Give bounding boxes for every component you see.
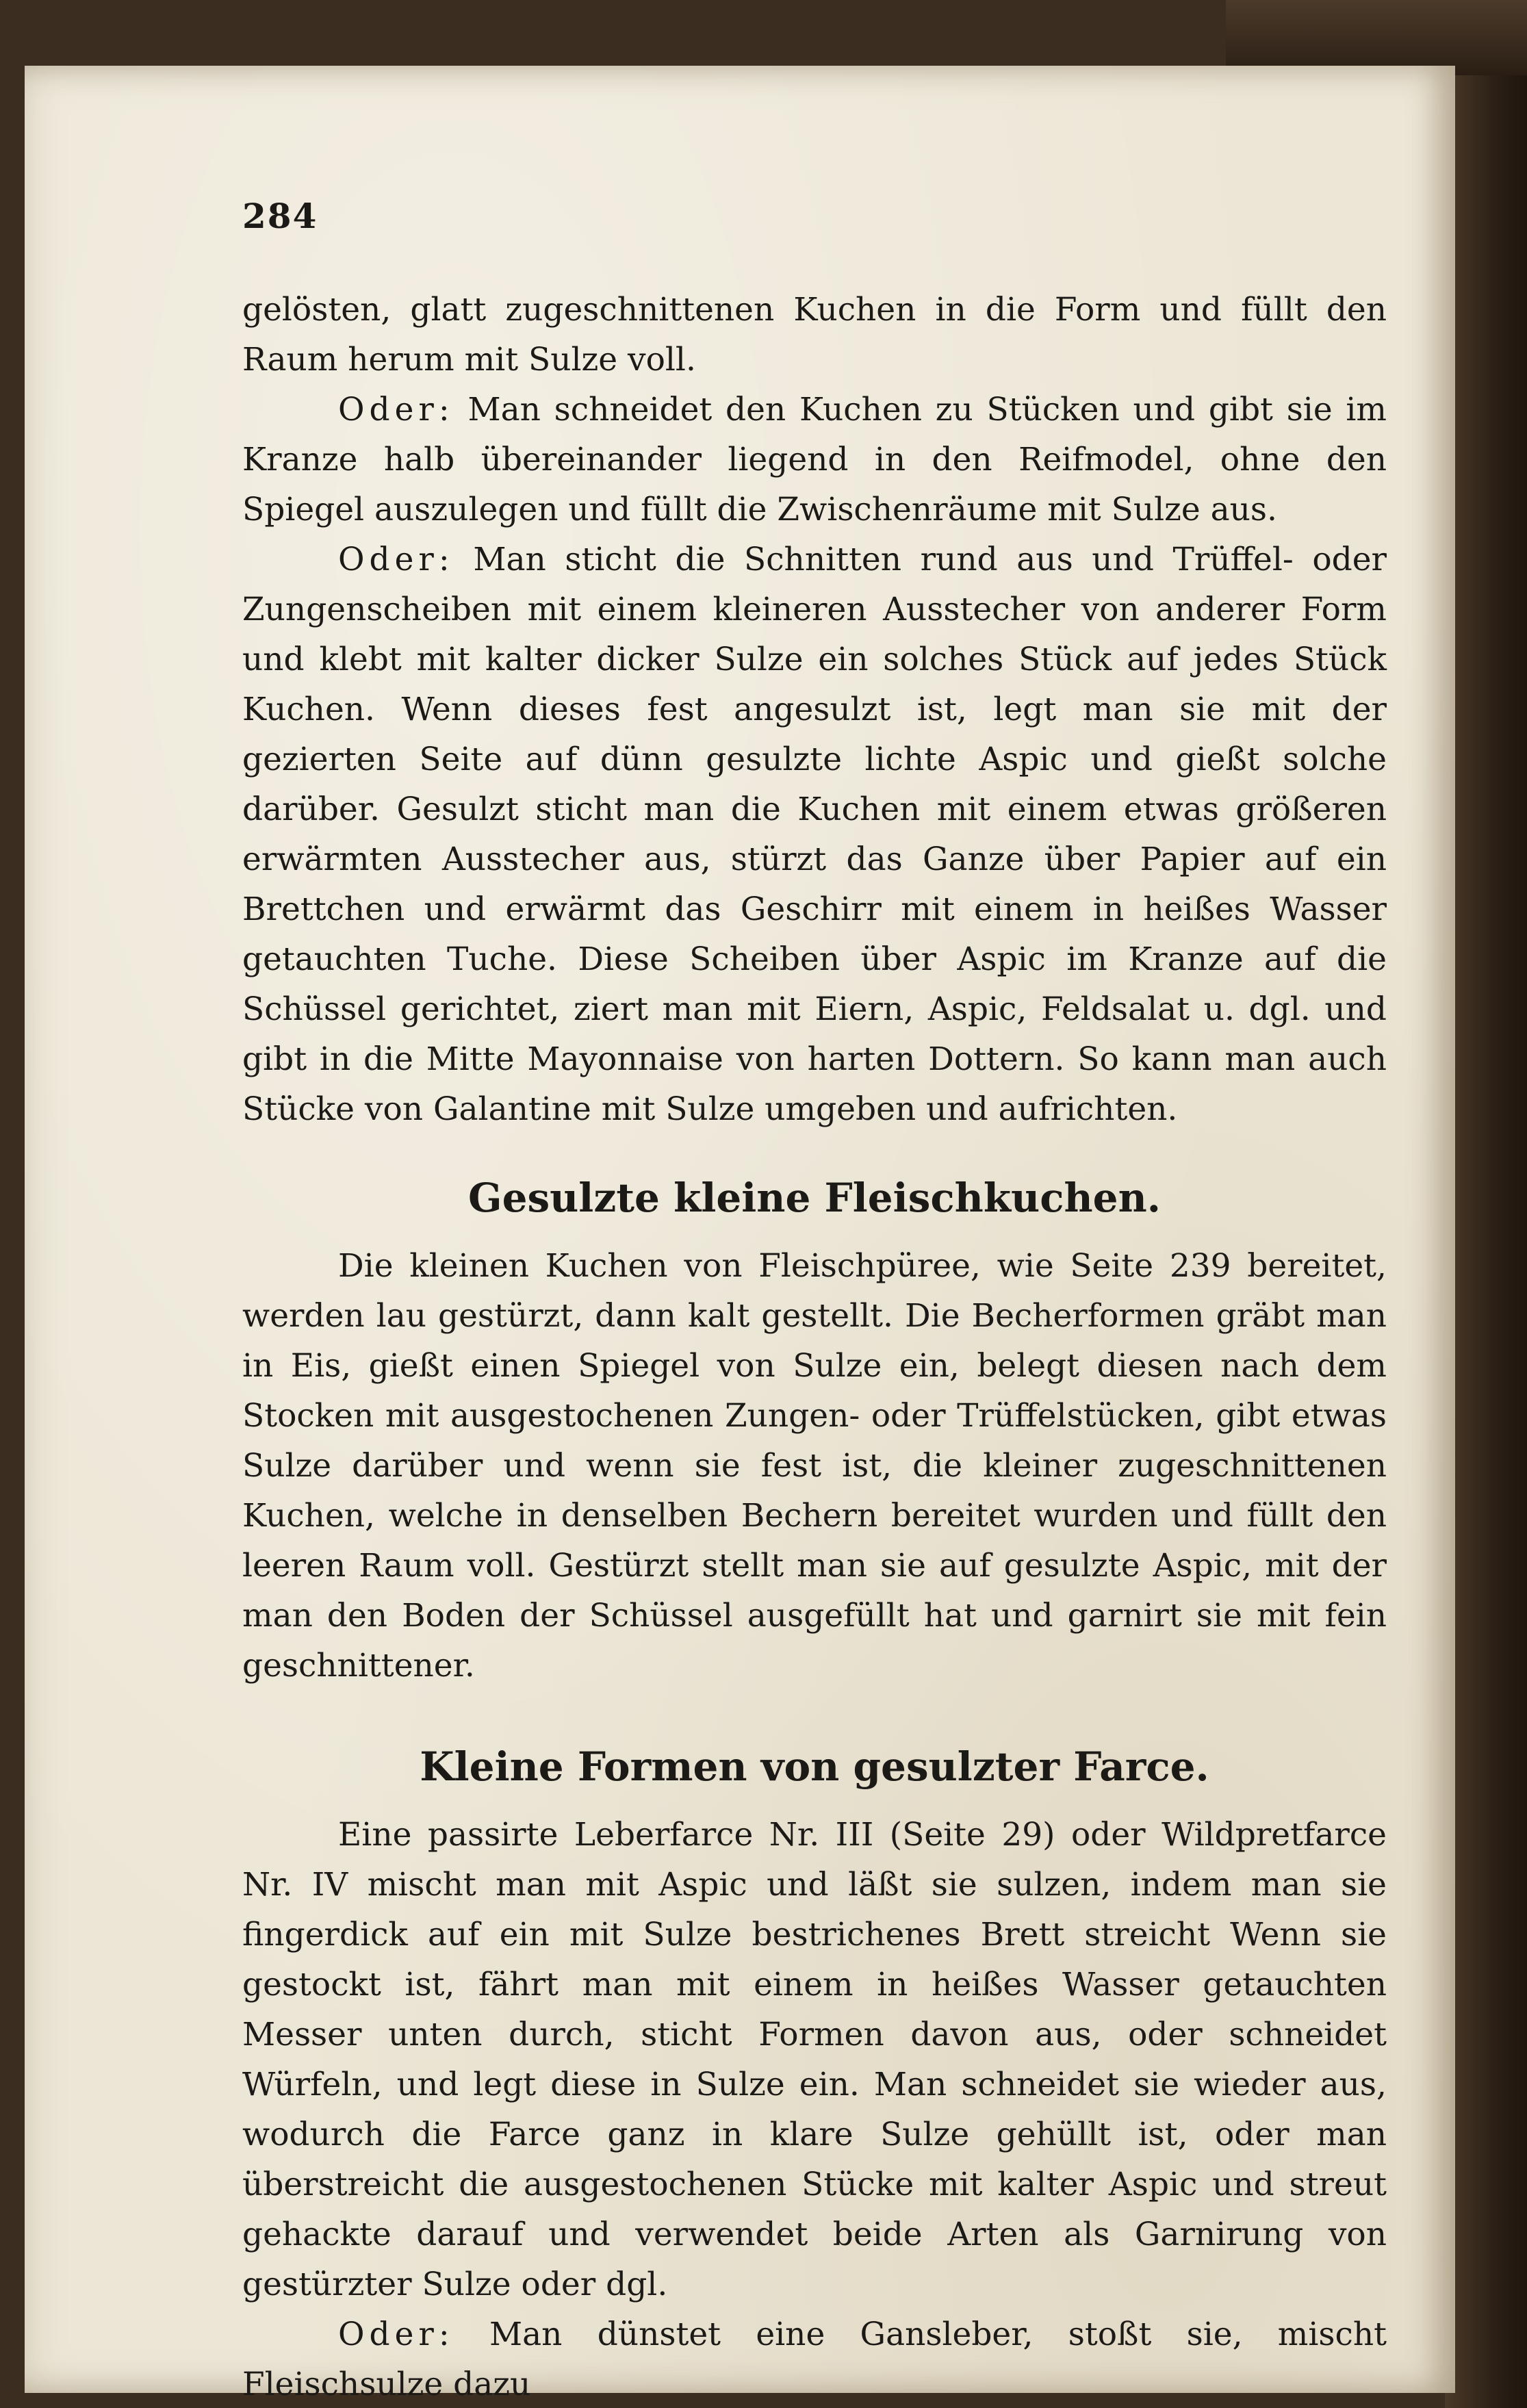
paragraph-lead: Oder: <box>338 2316 454 2353</box>
paragraph-body: Man dünstet eine Gansleber, stoßt sie, mischt Fleischsulze dazu <box>242 2316 1387 2403</box>
paragraph-fleischkuchen: Die kleinen Kuchen von Fleischpüree, wie Seite 239 bereitet, werden lau gestürzt, dann kalt gestellt. Die Becherformen gräbt man in Eis, gießt einen Spiegel von Sulze ein, belegt diesen nach dem Stocken mit ausgestochenen Zungen- oder Trüffelstücken, gibt etwas Sulze darüber und wenn sie fest ist, die kleiner zugeschnittenen Kuchen, welche in denselben Bechern bereitet wurden und füllt den leeren Raum voll. Gestürzt stellt man sie auf gesulzte Aspic, mit der man den Boden der Schüssel ausgefüllt hat und garnirt sie mit fein geschnittener. <box>242 1247 1387 1685</box>
page-paper <box>25 66 1455 2403</box>
page-text-area <box>242 196 1387 2408</box>
paragraph-farce: Eine passirte Leberfarce Nr. III (Seite 29) oder Wildpretfarce Nr. IV mischt man mit Aspic und läßt sie sulzen, indem man sie fingerdick auf ein mit Sulze bestrichenes Brett streicht Wenn sie gestockt ist, fährt man mit einem in heißes Wasser getauchten Messer unten durch, sticht Formen davon aus, oder schneidet Würfeln, und legt diese in Sulze ein. Man schneidet sie wieder aus, wodurch die Farce ganz in klare Sulze gehüllt ist, oder man überstreicht die ausgestochenen Stücke mit kalter Aspic und streut gehackte darauf und verwendet beide Arten als Garnirung von gestürzter Sulze oder dgl. <box>242 1816 1387 2303</box>
paragraph-oder-2 <box>242 535 1387 1134</box>
book-cover-edge <box>1445 0 1527 2408</box>
section-heading-farce: Kleine Formen von gesulzter Farce. <box>420 1743 1209 1790</box>
paragraph-body: Man sticht die Schnitten rund aus und Trüffel- oder Zungenscheiben mit einem kleineren Ausstecher von anderer Form und klebt mit kalter dicker Sulze ein solches Stück auf jedes Stück Kuchen. Wenn dieses fest angesulzt ist, legt man sie mit der gezierten Seite auf dünn gesulzte lichte Aspic und gießt solche darüber. Gesulzt sticht man die Kuchen mit einem etwas größeren erwärmten Ausstecher aus, stürzt das Ganze über Papier auf ein Brettchen und erwärmt das Geschirr mit einem in heißes Wasser getauchten Tuche. Diese Scheiben über Aspic im Kranze auf die Schüssel gerichtet, ziert man mit Eiern, Aspic, Feldsalat u. dgl. und gibt in die Mitte Mayonnaise von harten Dottern. So kann man auch Stücke von Galantine mit Sulze umgeben und aufrichten. <box>242 541 1387 1128</box>
paragraph-oder-1 <box>242 385 1387 535</box>
paragraph-lead: Oder: <box>338 541 454 578</box>
page-number: 284 <box>242 196 318 236</box>
paragraph-oder-3 <box>242 2309 1387 2408</box>
section-heading-fleischkuchen: Gesulzte kleine Fleischkuchen. <box>468 1175 1161 1221</box>
paragraph-lead: Oder: <box>338 391 454 428</box>
book-cloth-corner <box>1226 0 1527 75</box>
paragraph-body: Man schneidet den Kuchen zu Stücken und gibt sie im Kranze halb übereinander liegend in den Reifmodel, ohne den Spiegel auszulegen und füllt die Zwischenräume mit Sulze aus. <box>242 391 1387 528</box>
paragraph-continuation: gelösten, glatt zugeschnittenen Kuchen in die Form und füllt den Raum herum mit Sulze voll. <box>242 291 1387 379</box>
